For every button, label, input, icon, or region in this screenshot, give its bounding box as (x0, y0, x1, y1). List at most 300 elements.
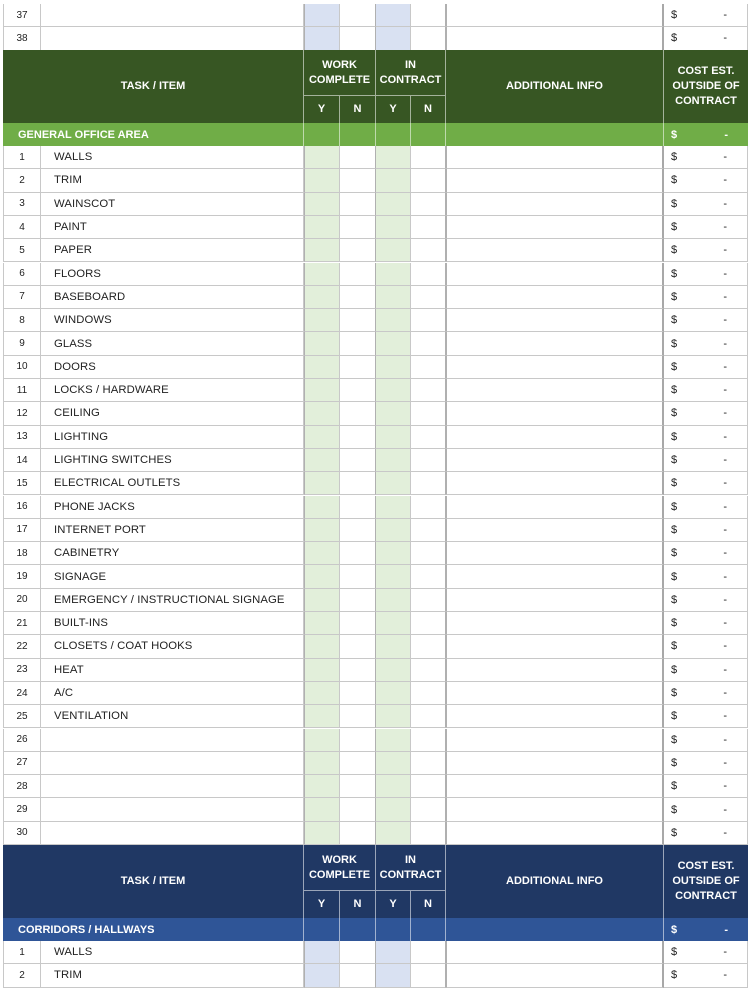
table-row (0, 426, 751, 449)
cost-estimate-cell[interactable] (664, 682, 748, 705)
row-number: 16 (3, 496, 41, 519)
header-line: CONTRACT (379, 73, 442, 86)
work-complete-yes-cell[interactable] (304, 589, 340, 612)
in-contract-yes-cell[interactable] (376, 822, 411, 845)
in-contract-no-cell[interactable] (411, 146, 446, 169)
additional-info-cell[interactable] (446, 612, 664, 635)
additional-info-cell[interactable] (446, 519, 664, 542)
cost-estimate-cell[interactable] (664, 519, 748, 542)
in-contract-no-cell[interactable] (411, 472, 446, 495)
work-complete-yes-cell[interactable] (304, 729, 340, 752)
header-in-contract (376, 845, 446, 890)
additional-info-cell[interactable] (446, 449, 664, 472)
cost-estimate-cell[interactable] (664, 449, 748, 472)
in-contract-no-cell[interactable] (411, 496, 446, 519)
work-complete-yes-cell[interactable] (304, 309, 340, 332)
work-complete-yes-cell[interactable] (304, 775, 340, 798)
currency-symbol: $ (671, 314, 678, 327)
in-contract-yes-cell[interactable] (376, 705, 411, 728)
task-item-cell[interactable] (41, 798, 304, 821)
cost-estimate-cell[interactable] (664, 169, 748, 192)
table-row (0, 193, 751, 216)
cost-value: - (723, 523, 727, 536)
additional-info-cell[interactable] (446, 729, 664, 752)
work-complete-no-cell[interactable] (340, 239, 376, 262)
in-contract-yes-cell[interactable] (376, 519, 411, 542)
header-line: COMPLETE (308, 868, 371, 881)
work-complete-no-cell[interactable] (340, 542, 376, 565)
additional-info-cell[interactable] (446, 565, 664, 588)
work-complete-yes-cell[interactable] (304, 239, 340, 262)
header-task-item: TASK / ITEM (3, 50, 304, 123)
work-complete-no-cell[interactable] (340, 659, 376, 682)
task-item-cell[interactable]: HEAT (41, 659, 304, 682)
cost-estimate-cell[interactable] (664, 286, 748, 309)
in-contract-yes-cell[interactable] (376, 682, 411, 705)
task-item-cell[interactable]: TRIM (41, 964, 304, 987)
work-complete-yes-cell[interactable] (304, 169, 340, 192)
task-item-cell[interactable]: LOCKS / HARDWARE (41, 379, 304, 402)
in-contract-no-cell[interactable] (411, 449, 446, 472)
additional-info-cell[interactable] (446, 775, 664, 798)
work-complete-no-cell[interactable] (340, 635, 376, 658)
work-complete-no-cell[interactable] (340, 941, 376, 964)
work-complete-no-cell[interactable] (340, 496, 376, 519)
row-number: 6 (3, 263, 41, 286)
task-item-cell[interactable]: BASEBOARD (41, 286, 304, 309)
in-contract-no-cell[interactable] (411, 822, 446, 845)
work-complete-yes-cell[interactable] (304, 682, 340, 705)
work-complete-yes-cell[interactable] (304, 705, 340, 728)
work-complete-no-cell[interactable] (340, 705, 376, 728)
work-complete-yes-cell[interactable] (304, 286, 340, 309)
additional-info-cell[interactable] (446, 263, 664, 286)
work-complete-no-cell[interactable] (340, 589, 376, 612)
cost-estimate-cell[interactable] (664, 705, 748, 728)
cost-estimate-cell[interactable] (664, 589, 748, 612)
in-contract-yes-cell[interactable] (376, 449, 411, 472)
additional-info-cell[interactable] (446, 4, 664, 27)
work-complete-no-cell[interactable] (340, 822, 376, 845)
cost-value: - (723, 430, 727, 443)
additional-info-cell[interactable] (446, 169, 664, 192)
in-contract-no-cell[interactable] (411, 332, 446, 355)
section-cost-total (664, 918, 748, 941)
cost-estimate-cell[interactable] (664, 146, 748, 169)
table-row (0, 496, 751, 519)
row-number: 30 (3, 822, 41, 845)
cost-estimate-cell[interactable] (664, 27, 748, 50)
row-number: 37 (3, 4, 41, 27)
currency-symbol: $ (671, 617, 678, 630)
additional-info-cell[interactable] (446, 798, 664, 821)
work-complete-no-cell[interactable] (340, 612, 376, 635)
in-contract-yes-cell[interactable] (376, 659, 411, 682)
cost-estimate-cell[interactable] (664, 635, 748, 658)
in-contract-yes-cell[interactable] (376, 775, 411, 798)
currency-symbol: $ (671, 221, 678, 234)
in-contract-no-cell[interactable] (411, 775, 446, 798)
in-contract-yes-cell[interactable] (376, 146, 411, 169)
cost-estimate-cell[interactable] (664, 216, 748, 239)
in-contract-no-cell[interactable] (411, 193, 446, 216)
work-complete-no-cell[interactable] (340, 519, 376, 542)
cost-estimate-cell[interactable] (664, 659, 748, 682)
additional-info-cell[interactable] (446, 332, 664, 355)
work-complete-yes-cell[interactable] (304, 402, 340, 425)
work-complete-yes-cell[interactable] (304, 565, 340, 588)
additional-info-cell[interactable] (446, 309, 664, 332)
cost-estimate-cell[interactable] (664, 379, 748, 402)
work-complete-yes-cell[interactable] (304, 752, 340, 775)
row-number: 28 (3, 775, 41, 798)
task-item-cell[interactable]: BUILT-INS (41, 612, 304, 635)
in-contract-no-cell[interactable] (411, 589, 446, 612)
work-complete-yes-cell[interactable] (304, 472, 340, 495)
in-contract-yes-cell[interactable] (376, 379, 411, 402)
table-row (0, 309, 751, 332)
in-contract-yes-cell[interactable] (376, 332, 411, 355)
in-contract-yes-cell[interactable] (376, 27, 411, 50)
task-item-cell[interactable] (41, 822, 304, 845)
additional-info-cell[interactable] (446, 542, 664, 565)
task-item-cell[interactable]: A/C (41, 682, 304, 705)
work-complete-no-cell[interactable] (340, 216, 376, 239)
in-contract-no-cell[interactable] (411, 752, 446, 775)
task-item-cell[interactable] (41, 775, 304, 798)
cost-value: - (723, 710, 727, 723)
additional-info-cell[interactable] (446, 286, 664, 309)
work-complete-yes-cell[interactable] (304, 941, 340, 964)
in-contract-no-cell[interactable] (411, 682, 446, 705)
in-contract-no-cell[interactable] (411, 729, 446, 752)
in-contract-yes-cell[interactable] (376, 612, 411, 635)
cost-estimate-cell[interactable] (664, 239, 748, 262)
task-item-cell[interactable] (41, 729, 304, 752)
in-contract-yes-cell[interactable] (376, 635, 411, 658)
work-complete-yes-cell[interactable] (304, 193, 340, 216)
currency-symbol: $ (671, 128, 678, 141)
cost-value: - (723, 174, 727, 187)
additional-info-cell[interactable] (446, 472, 664, 495)
row-number: 27 (3, 752, 41, 775)
cost-value: - (723, 407, 727, 420)
in-contract-no-cell[interactable] (411, 659, 446, 682)
cost-estimate-cell[interactable] (664, 542, 748, 565)
cost-estimate-cell[interactable] (664, 752, 748, 775)
in-contract-no-cell[interactable] (411, 519, 446, 542)
header-line: CONTRACT (379, 868, 442, 881)
in-contract-yes-cell[interactable] (376, 798, 411, 821)
task-item-cell[interactable] (41, 4, 304, 27)
additional-info-cell[interactable] (446, 193, 664, 216)
in-contract-yes-cell[interactable] (376, 542, 411, 565)
in-contract-yes-cell[interactable] (376, 589, 411, 612)
in-contract-yes-cell[interactable] (376, 426, 411, 449)
in-contract-no-cell[interactable] (411, 4, 446, 27)
in-contract-yes-cell[interactable] (376, 402, 411, 425)
in-contract-no-cell[interactable] (411, 798, 446, 821)
work-complete-no-cell[interactable] (340, 752, 376, 775)
work-complete-yes-cell[interactable] (304, 798, 340, 821)
header-line: OUTSIDE OF (672, 80, 740, 92)
task-item-cell[interactable]: GLASS (41, 332, 304, 355)
table-row (0, 169, 751, 192)
currency-symbol: $ (671, 570, 678, 583)
work-complete-no-cell[interactable] (340, 332, 376, 355)
in-contract-yes-cell[interactable] (376, 169, 411, 192)
in-contract-yes-cell[interactable] (376, 752, 411, 775)
in-contract-no-cell[interactable] (411, 216, 446, 239)
cost-estimate-cell[interactable] (664, 775, 748, 798)
cost-estimate-cell[interactable] (664, 426, 748, 449)
work-complete-no-cell[interactable] (340, 356, 376, 379)
in-contract-yes-cell[interactable] (376, 216, 411, 239)
table-row (0, 705, 751, 728)
work-complete-no-cell[interactable] (340, 309, 376, 332)
task-item-cell[interactable]: DOORS (41, 356, 304, 379)
additional-info-cell[interactable] (446, 146, 664, 169)
additional-info-cell[interactable] (446, 379, 664, 402)
work-complete-no-cell[interactable] (340, 964, 376, 987)
task-item-cell[interactable]: WALLS (41, 941, 304, 964)
in-contract-no-cell[interactable] (411, 612, 446, 635)
task-item-cell[interactable]: WALLS (41, 146, 304, 169)
header-work-complete (304, 50, 376, 95)
currency-symbol: $ (671, 946, 678, 959)
work-complete-no-cell[interactable] (340, 426, 376, 449)
in-contract-yes-cell[interactable] (376, 729, 411, 752)
in-contract-yes-cell[interactable] (376, 472, 411, 495)
in-contract-no-cell[interactable] (411, 356, 446, 379)
cost-estimate-cell[interactable] (664, 309, 748, 332)
in-contract-no-cell[interactable] (411, 941, 446, 964)
task-item-cell[interactable]: WAINSCOT (41, 193, 304, 216)
in-contract-no-cell[interactable] (411, 286, 446, 309)
additional-info-cell[interactable] (446, 941, 664, 964)
cost-estimate-cell[interactable] (664, 193, 748, 216)
in-contract-yes-cell[interactable] (376, 964, 411, 987)
task-item-cell[interactable]: CABINETRY (41, 542, 304, 565)
work-complete-no-cell[interactable] (340, 27, 376, 50)
work-complete-no-cell[interactable] (340, 4, 376, 27)
additional-info-cell[interactable] (446, 589, 664, 612)
in-contract-yes-cell[interactable] (376, 193, 411, 216)
cost-estimate-cell[interactable] (664, 356, 748, 379)
cost-estimate-cell[interactable] (664, 263, 748, 286)
task-item-cell[interactable] (41, 27, 304, 50)
additional-info-cell[interactable] (446, 705, 664, 728)
currency-symbol: $ (671, 710, 678, 723)
currency-symbol: $ (671, 290, 678, 303)
work-complete-yes-cell[interactable] (304, 27, 340, 50)
task-item-cell[interactable]: PHONE JACKS (41, 496, 304, 519)
in-contract-no-cell[interactable] (411, 964, 446, 987)
cost-estimate-cell[interactable] (664, 729, 748, 752)
in-contract-no-cell[interactable] (411, 542, 446, 565)
header-line: WORK (322, 58, 357, 71)
cost-value: - (723, 733, 727, 746)
task-item-cell[interactable]: WINDOWS (41, 309, 304, 332)
work-complete-yes-cell[interactable] (304, 635, 340, 658)
task-item-cell[interactable]: INTERNET PORT (41, 519, 304, 542)
additional-info-cell[interactable] (446, 402, 664, 425)
work-complete-no-cell[interactable] (340, 472, 376, 495)
task-item-cell[interactable]: CEILING (41, 402, 304, 425)
work-complete-no-cell[interactable] (340, 286, 376, 309)
task-item-cell[interactable]: ELECTRICAL OUTLETS (41, 472, 304, 495)
work-complete-yes-cell[interactable] (304, 426, 340, 449)
work-complete-no-cell[interactable] (340, 682, 376, 705)
currency-symbol: $ (671, 197, 678, 210)
cost-estimate-cell[interactable] (664, 822, 748, 845)
additional-info-cell[interactable] (446, 239, 664, 262)
task-item-cell[interactable] (41, 752, 304, 775)
in-contract-no-cell[interactable] (411, 379, 446, 402)
in-contract-yes-cell[interactable] (376, 356, 411, 379)
additional-info-cell[interactable] (446, 356, 664, 379)
additional-info-cell[interactable] (446, 659, 664, 682)
work-complete-no-cell[interactable] (340, 379, 376, 402)
additional-info-cell[interactable] (446, 822, 664, 845)
cost-estimate-cell[interactable] (664, 402, 748, 425)
in-contract-no-cell[interactable] (411, 239, 446, 262)
work-complete-yes-cell[interactable] (304, 496, 340, 519)
cost-value: - (723, 593, 727, 606)
currency-symbol: $ (671, 244, 678, 257)
currency-symbol: $ (671, 337, 678, 350)
cost-estimate-cell[interactable] (664, 964, 748, 987)
cost-value: - (723, 826, 727, 839)
table-row (0, 472, 751, 495)
additional-info-cell[interactable] (446, 635, 664, 658)
in-contract-no-cell[interactable] (411, 705, 446, 728)
cost-value: - (723, 454, 727, 467)
section-blank-cell (376, 918, 411, 941)
currency-symbol: $ (671, 923, 678, 936)
work-complete-yes-cell[interactable] (304, 612, 340, 635)
in-contract-no-cell[interactable] (411, 169, 446, 192)
task-item-cell[interactable]: PAPER (41, 239, 304, 262)
task-item-cell[interactable]: LIGHTING (41, 426, 304, 449)
cost-estimate-cell[interactable] (664, 332, 748, 355)
row-number: 20 (3, 589, 41, 612)
in-contract-yes-cell[interactable] (376, 565, 411, 588)
cost-estimate-cell[interactable] (664, 798, 748, 821)
work-complete-no-cell[interactable] (340, 798, 376, 821)
task-item-cell[interactable]: VENTILATION (41, 705, 304, 728)
work-complete-yes-cell[interactable] (304, 216, 340, 239)
work-complete-no-cell[interactable] (340, 169, 376, 192)
in-contract-yes-cell[interactable] (376, 286, 411, 309)
cost-estimate-cell[interactable] (664, 941, 748, 964)
in-contract-no-cell[interactable] (411, 27, 446, 50)
work-complete-yes-cell[interactable] (304, 146, 340, 169)
work-complete-yes-cell[interactable] (304, 542, 340, 565)
cost-value: - (723, 197, 727, 210)
cost-estimate-cell[interactable] (664, 4, 748, 27)
additional-info-cell[interactable] (446, 426, 664, 449)
work-complete-yes-cell[interactable] (304, 519, 340, 542)
row-number: 1 (3, 941, 41, 964)
work-complete-yes-cell[interactable] (304, 263, 340, 286)
work-complete-yes-cell[interactable] (304, 356, 340, 379)
additional-info-cell[interactable] (446, 216, 664, 239)
additional-info-cell[interactable] (446, 27, 664, 50)
cost-value: - (723, 360, 727, 373)
currency-symbol: $ (671, 547, 678, 560)
table-row (0, 239, 751, 262)
task-item-cell[interactable]: EMERGENCY / INSTRUCTIONAL SIGNAGE (41, 589, 304, 612)
in-contract-no-cell[interactable] (411, 426, 446, 449)
cost-estimate-cell[interactable] (664, 612, 748, 635)
work-complete-no-cell[interactable] (340, 146, 376, 169)
in-contract-yes-cell[interactable] (376, 263, 411, 286)
work-complete-no-cell[interactable] (340, 565, 376, 588)
row-number: 1 (3, 146, 41, 169)
header-line: OUTSIDE OF (672, 875, 740, 887)
in-contract-yes-cell[interactable] (376, 941, 411, 964)
work-complete-yes-cell[interactable] (304, 4, 340, 27)
cost-estimate-cell[interactable] (664, 565, 748, 588)
in-contract-no-cell[interactable] (411, 565, 446, 588)
row-number: 11 (3, 379, 41, 402)
work-complete-no-cell[interactable] (340, 449, 376, 472)
additional-info-cell[interactable] (446, 496, 664, 519)
additional-info-cell[interactable] (446, 964, 664, 987)
work-complete-yes-cell[interactable] (304, 822, 340, 845)
work-complete-no-cell[interactable] (340, 775, 376, 798)
section-blank-cell (340, 123, 376, 146)
in-contract-no-cell[interactable] (411, 309, 446, 332)
task-item-cell[interactable]: FLOORS (41, 263, 304, 286)
header-in-contract (376, 50, 446, 95)
row-number: 13 (3, 426, 41, 449)
additional-info-cell[interactable] (446, 752, 664, 775)
cost-estimate-cell[interactable] (664, 472, 748, 495)
work-complete-yes-cell[interactable] (304, 964, 340, 987)
in-contract-yes-cell[interactable] (376, 496, 411, 519)
in-contract-no-cell[interactable] (411, 402, 446, 425)
work-complete-yes-cell[interactable] (304, 659, 340, 682)
cost-estimate-cell[interactable] (664, 496, 748, 519)
cost-value: - (723, 290, 727, 303)
work-complete-no-cell[interactable] (340, 402, 376, 425)
task-item-cell[interactable]: PAINT (41, 216, 304, 239)
in-contract-no-cell[interactable] (411, 263, 446, 286)
in-contract-yes-cell[interactable] (376, 4, 411, 27)
additional-info-cell[interactable] (446, 682, 664, 705)
in-contract-yes-cell[interactable] (376, 309, 411, 332)
task-item-cell[interactable]: LIGHTING SWITCHES (41, 449, 304, 472)
table-row (0, 519, 751, 542)
work-complete-yes-cell[interactable] (304, 332, 340, 355)
work-complete-yes-cell[interactable] (304, 449, 340, 472)
work-complete-no-cell[interactable] (340, 193, 376, 216)
work-complete-no-cell[interactable] (340, 729, 376, 752)
task-item-cell[interactable]: SIGNAGE (41, 565, 304, 588)
cost-value: - (724, 128, 728, 141)
in-contract-yes-cell[interactable] (376, 239, 411, 262)
work-complete-yes-cell[interactable] (304, 379, 340, 402)
work-complete-no-cell[interactable] (340, 263, 376, 286)
task-item-cell[interactable]: CLOSETS / COAT HOOKS (41, 635, 304, 658)
table-row (0, 682, 751, 705)
in-contract-no-cell[interactable] (411, 635, 446, 658)
row-number: 29 (3, 798, 41, 821)
task-item-cell[interactable]: TRIM (41, 169, 304, 192)
cost-value: - (723, 547, 727, 560)
